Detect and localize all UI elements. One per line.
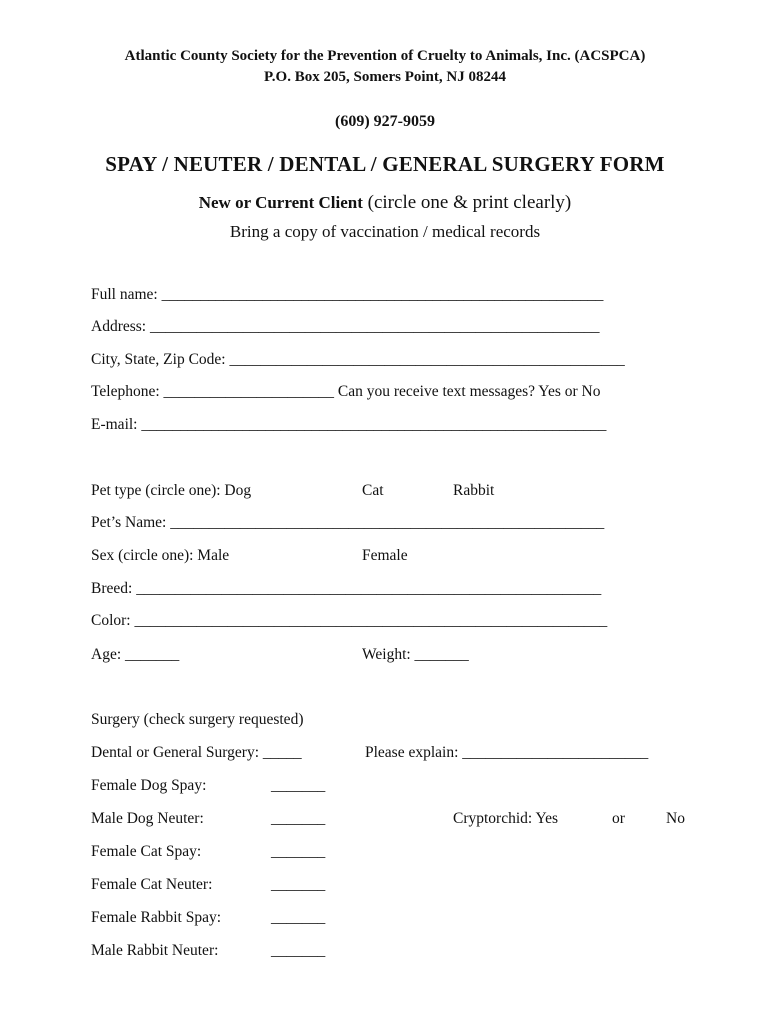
weight-field: Weight: _______ <box>362 646 469 663</box>
pet-type-cat: Cat <box>362 482 384 499</box>
address-field: Address: __________________________________________________________ <box>91 318 600 335</box>
sex-female: Female <box>362 547 408 564</box>
surgery-item-label: Female Cat Neuter: <box>91 876 213 893</box>
telephone-field: Telephone: ______________________ Can you receive text messages? Yes or No <box>91 383 601 400</box>
cryptorchid-or: or <box>612 810 625 827</box>
surgery-heading: Surgery (check surgery requested) <box>91 711 304 728</box>
surgery-item-label: Male Dog Neuter: <box>91 810 204 827</box>
records-note: Bring a copy of vaccination / medical records <box>229 222 541 241</box>
surgery-item-blank: _______ <box>271 777 326 794</box>
pet-type-label: Pet type (circle one): Dog <box>91 482 252 499</box>
email-field: E-mail: ____________________________________________________________ <box>91 416 607 433</box>
client-type-note: (circle one & print clearly) <box>367 192 572 213</box>
surgery-item-blank: _______ <box>271 843 326 860</box>
surgery-item-label: Female Cat Spay: <box>91 843 202 860</box>
org-address: P.O. Box 205, Somers Point, NJ 08244 <box>264 69 506 85</box>
full-name-field: Full name: _________________________________________________________ <box>91 286 604 303</box>
city-state-zip-field: City, State, Zip Code: ___________________________________________________ <box>91 351 625 368</box>
dental-surgery-field: Dental or General Surgery: _____ <box>91 744 302 761</box>
org-phone: (609) 927-9059 <box>335 113 435 130</box>
form-title: SPAY / NEUTER / DENTAL / GENERAL SURGERY FORM <box>105 152 665 176</box>
client-type-line <box>0 192 770 214</box>
surgery-item-label: Male Rabbit Neuter: <box>91 942 219 959</box>
surgery-item-label: Female Dog Spay: <box>91 777 207 794</box>
sex-label: Sex (circle one): Male <box>91 547 230 564</box>
surgery-item-blank: _______ <box>271 942 326 959</box>
pet-type-rabbit: Rabbit <box>453 482 495 499</box>
surgery-item-blank: _______ <box>271 876 326 893</box>
client-type-options: New or Current Client <box>198 193 363 212</box>
age-field: Age: _______ <box>91 646 180 663</box>
breed-field: Breed: ____________________________________________________________ <box>91 580 602 597</box>
surgery-item-blank: _______ <box>271 810 326 827</box>
cryptorchid-label: Cryptorchid: Yes <box>453 810 559 827</box>
pet-name-field: Pet’s Name: ________________________________________________________ <box>91 514 605 531</box>
explain-field: Please explain: ________________________ <box>365 744 649 761</box>
color-field: Color: _____________________________________________________________ <box>91 612 608 629</box>
cryptorchid-no: No <box>666 810 685 827</box>
org-name: Atlantic County Society for the Prevention of Cruelty to Animals, Inc. (ACSPCA) <box>124 48 646 64</box>
surgery-item-label: Female Rabbit Spay: <box>91 909 222 926</box>
surgery-item-blank: _______ <box>271 909 326 926</box>
